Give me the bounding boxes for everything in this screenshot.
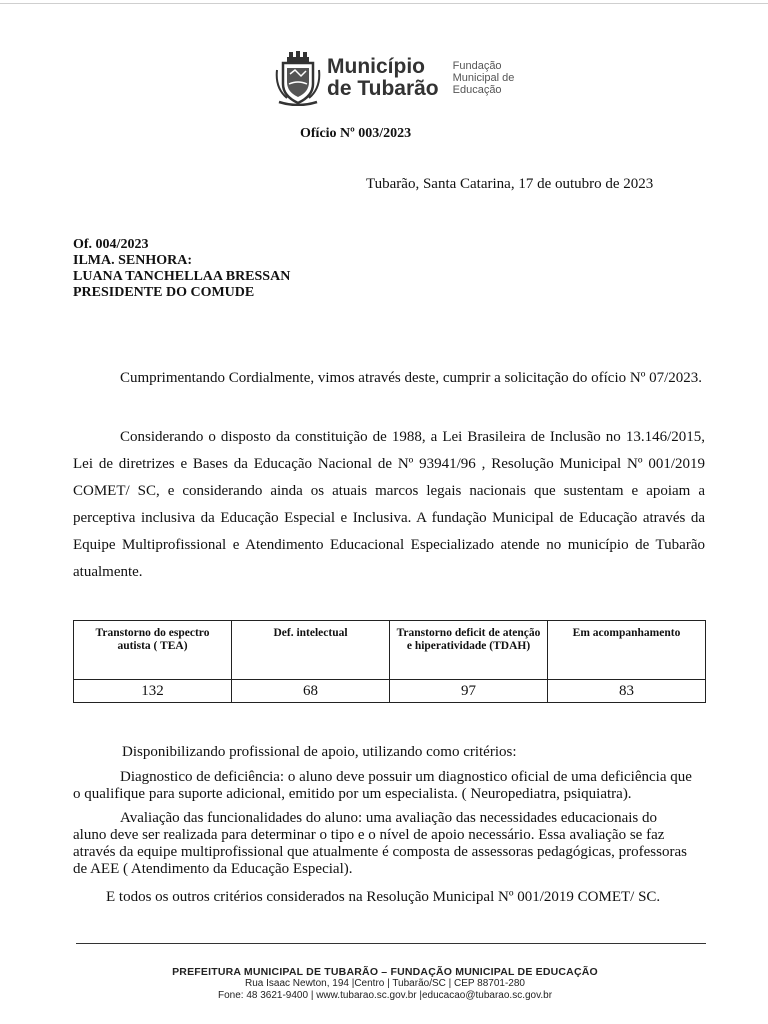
foundation-line-3: Educação [452,84,502,96]
students-table [73,620,706,703]
foundation-line-1: Fundação [452,60,502,72]
paragraph-greeting: Cumprimentando Cordialmente, vimos através deste, cumprir a solicitação do ofício Nº 07/2023. [120,370,703,386]
foundation-line-2: Municipal de [452,72,515,84]
table-header-row [74,621,706,680]
salutation: ILMA. SENHORA: [73,253,193,268]
table-cell: 68 [232,680,390,703]
document-title: Ofício Nº 003/2023 [300,126,412,141]
municipality-name [327,56,439,100]
criteria-evaluation: Avaliação das funcionalidades do aluno: uma avaliação das necessidades educacionais do aluno deve ser realizada para determinar o tipo e o nível de apoio necessário. Essa avaliação se faz através da equipe multiprofissional que atualmente é composta de assessoras pedagógicas, professoras de AEE ( Atendimento da Educação Especial). [73,810,687,877]
date-line: Tubarão, Santa Catarina, 17 de outubro de 2023 [366,176,654,192]
criteria-other: E todos os outros critérios considerados na Resolução Municipal Nº 001/2019 COMET/ SC. [106,889,661,905]
letterhead [275,50,514,106]
reference-number: Of. 004/2023 [73,237,149,252]
table-header-cell: Transtorno do espectro autista ( TEA) [74,621,232,680]
paragraph-considerations: Considerando o disposto da constituição de 1988, a Lei Brasileira de Inclusão no 13.146/2015, Lei de diretrizes e Bases da Educação Nacional de Nº 93941/96 , Resolução Municipal Nº 001/2019 COMET/ SC, e considerando ainda os atuais marcos legais nacionais que sustentam e apoiam a perceptiva inclusiva da Educação Especial e Inclusiva. A fundação Municipal de Educação através da Equipe Multiprofissional e Atendimento Educacional Especializado atende no município de Tubarão atualmente. [73,429,705,580]
table-header-cell: Def. intelectual [232,621,390,680]
addressee-name: LUANA TANCHELLAA BRESSAN [73,269,291,284]
table-header-cell: Em acompanhamento [548,621,706,680]
table-cell: 83 [548,680,706,703]
page-top-edge [0,3,768,4]
foundation-name [453,60,515,96]
footer-institution: PREFEITURA MUNICIPAL DE TUBARÃO – FUNDAÇÃO MUNICIPAL DE EDUCAÇÃO [172,966,598,978]
municipality-line-1: Município [327,55,425,78]
municipality-line-2: de Tubarão [327,77,439,100]
addressee-role: PRESIDENTE DO COMUDE [73,285,255,300]
footer-divider [76,943,706,944]
footer-contact: Fone: 48 3621-9400 | www.tubarao.sc.gov.br |educacao@tubarao.sc.gov.br [217,990,553,1001]
criteria-diagnosis: Diagnostico de deficiência: o aluno deve possuir um diagnostico oficial de uma deficiência que o qualifique para suporte adicional, emitido por um especialista. ( Neuropediatra, psiquiatra). [73,769,692,802]
table-cell: 132 [74,680,232,703]
table-cell: 97 [390,680,548,703]
addressee-block [73,237,290,301]
footer [150,966,620,1002]
table-header-cell: Transtorno deficit de atenção e hiperatividade (TDAH) [390,621,548,680]
table-row [74,680,706,703]
footer-address: Rua Isaac Newton, 194 |Centro | Tubarão/SC | CEP 88701-280 [245,978,525,989]
criteria-intro: Disponibilizando profissional de apoio, utilizando como critérios: [122,744,517,760]
municipal-crest-icon [275,50,321,106]
